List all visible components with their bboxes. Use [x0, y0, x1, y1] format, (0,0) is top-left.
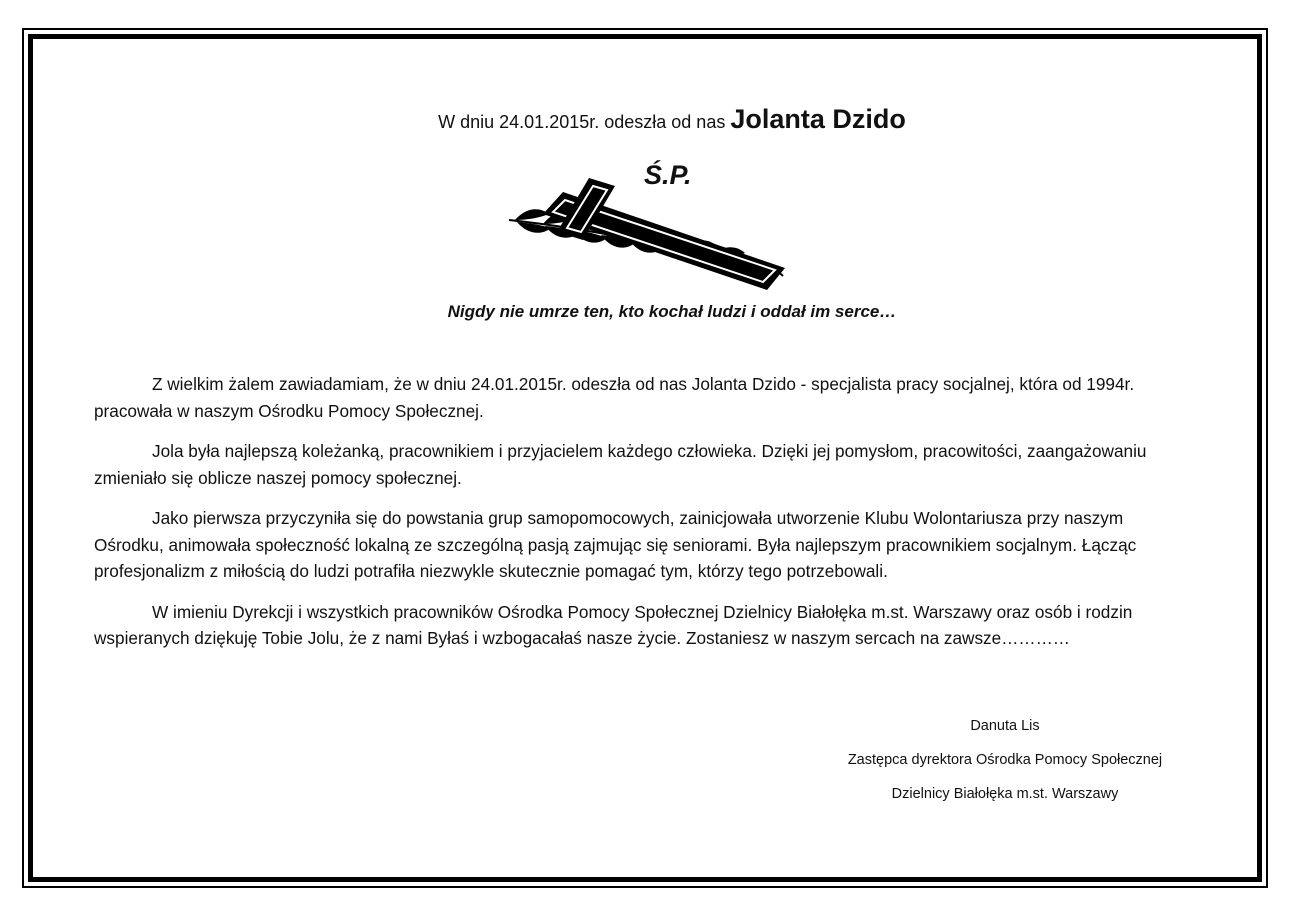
heading-line [0, 104, 1294, 135]
deceased-name: Jolanta Dzido [730, 104, 906, 134]
motto: Nigdy nie umrze ten, kto kochał ludzi i oddał im serce… [447, 302, 897, 321]
paragraph: W imieniu Dyrekcji i wszystkich pracowników Ośrodka Pomocy Społecznej Dzielnicy Białołęka m.st. Warszawy oraz osób i rodzin wspieranych dziękuję Tobie Jolu, że z nami Byłaś i wzbogacałaś nasze życie. Zostaniesz w naszym sercach na zawsze………… [94, 601, 1133, 648]
signatory-title-line2: Dzielnicy Białołęka m.st. Warszawy [891, 786, 1119, 802]
paragraph: Jako pierwsza przyczyniła się do powstania grup samopomocowych, zainicjowała utworzenie Klubu Wolontariusza przy naszym Ośrodku, animowała społeczność lokalną ze szczególną pasją zajmując się seniorami. Była najlepszym pracownikiem socjalnym. Łącząc profesjonalizm z miłością do ludzi potrafiła niezwykle skutecznie pomagać tym, którzy tego potrzebowali. [94, 508, 1137, 581]
body-text [94, 371, 1184, 666]
signatory-name: Danuta Lis [970, 718, 1040, 734]
paragraph: Z wielkim żalem zawiadamiam, że w dniu 24.01.2015r. odeszła od nas Jolanta Dzido - specjalista pracy socjalnej, która od 1994r. pracowała w naszym Ośrodku Pomocy Społecznej. [94, 374, 1135, 421]
signature-block [800, 715, 1210, 817]
sp-label: Ś.P. [644, 160, 692, 190]
paragraph: Jola była najlepszą koleżanką, pracownikiem i przyjacielem każdego człowieka. Dzięki jej pomysłom, pracowitości, zaangażowaniu zmieniało się oblicze naszej pomocy społecznej. [94, 441, 1147, 488]
signatory-title-line1: Zastępca dyrektora Ośrodka Pomocy Społecznej [847, 752, 1163, 768]
cross-with-palm-branch-icon [505, 178, 795, 290]
heading-prefix: W dniu 24.01.2015r. odeszła od nas [438, 112, 726, 132]
